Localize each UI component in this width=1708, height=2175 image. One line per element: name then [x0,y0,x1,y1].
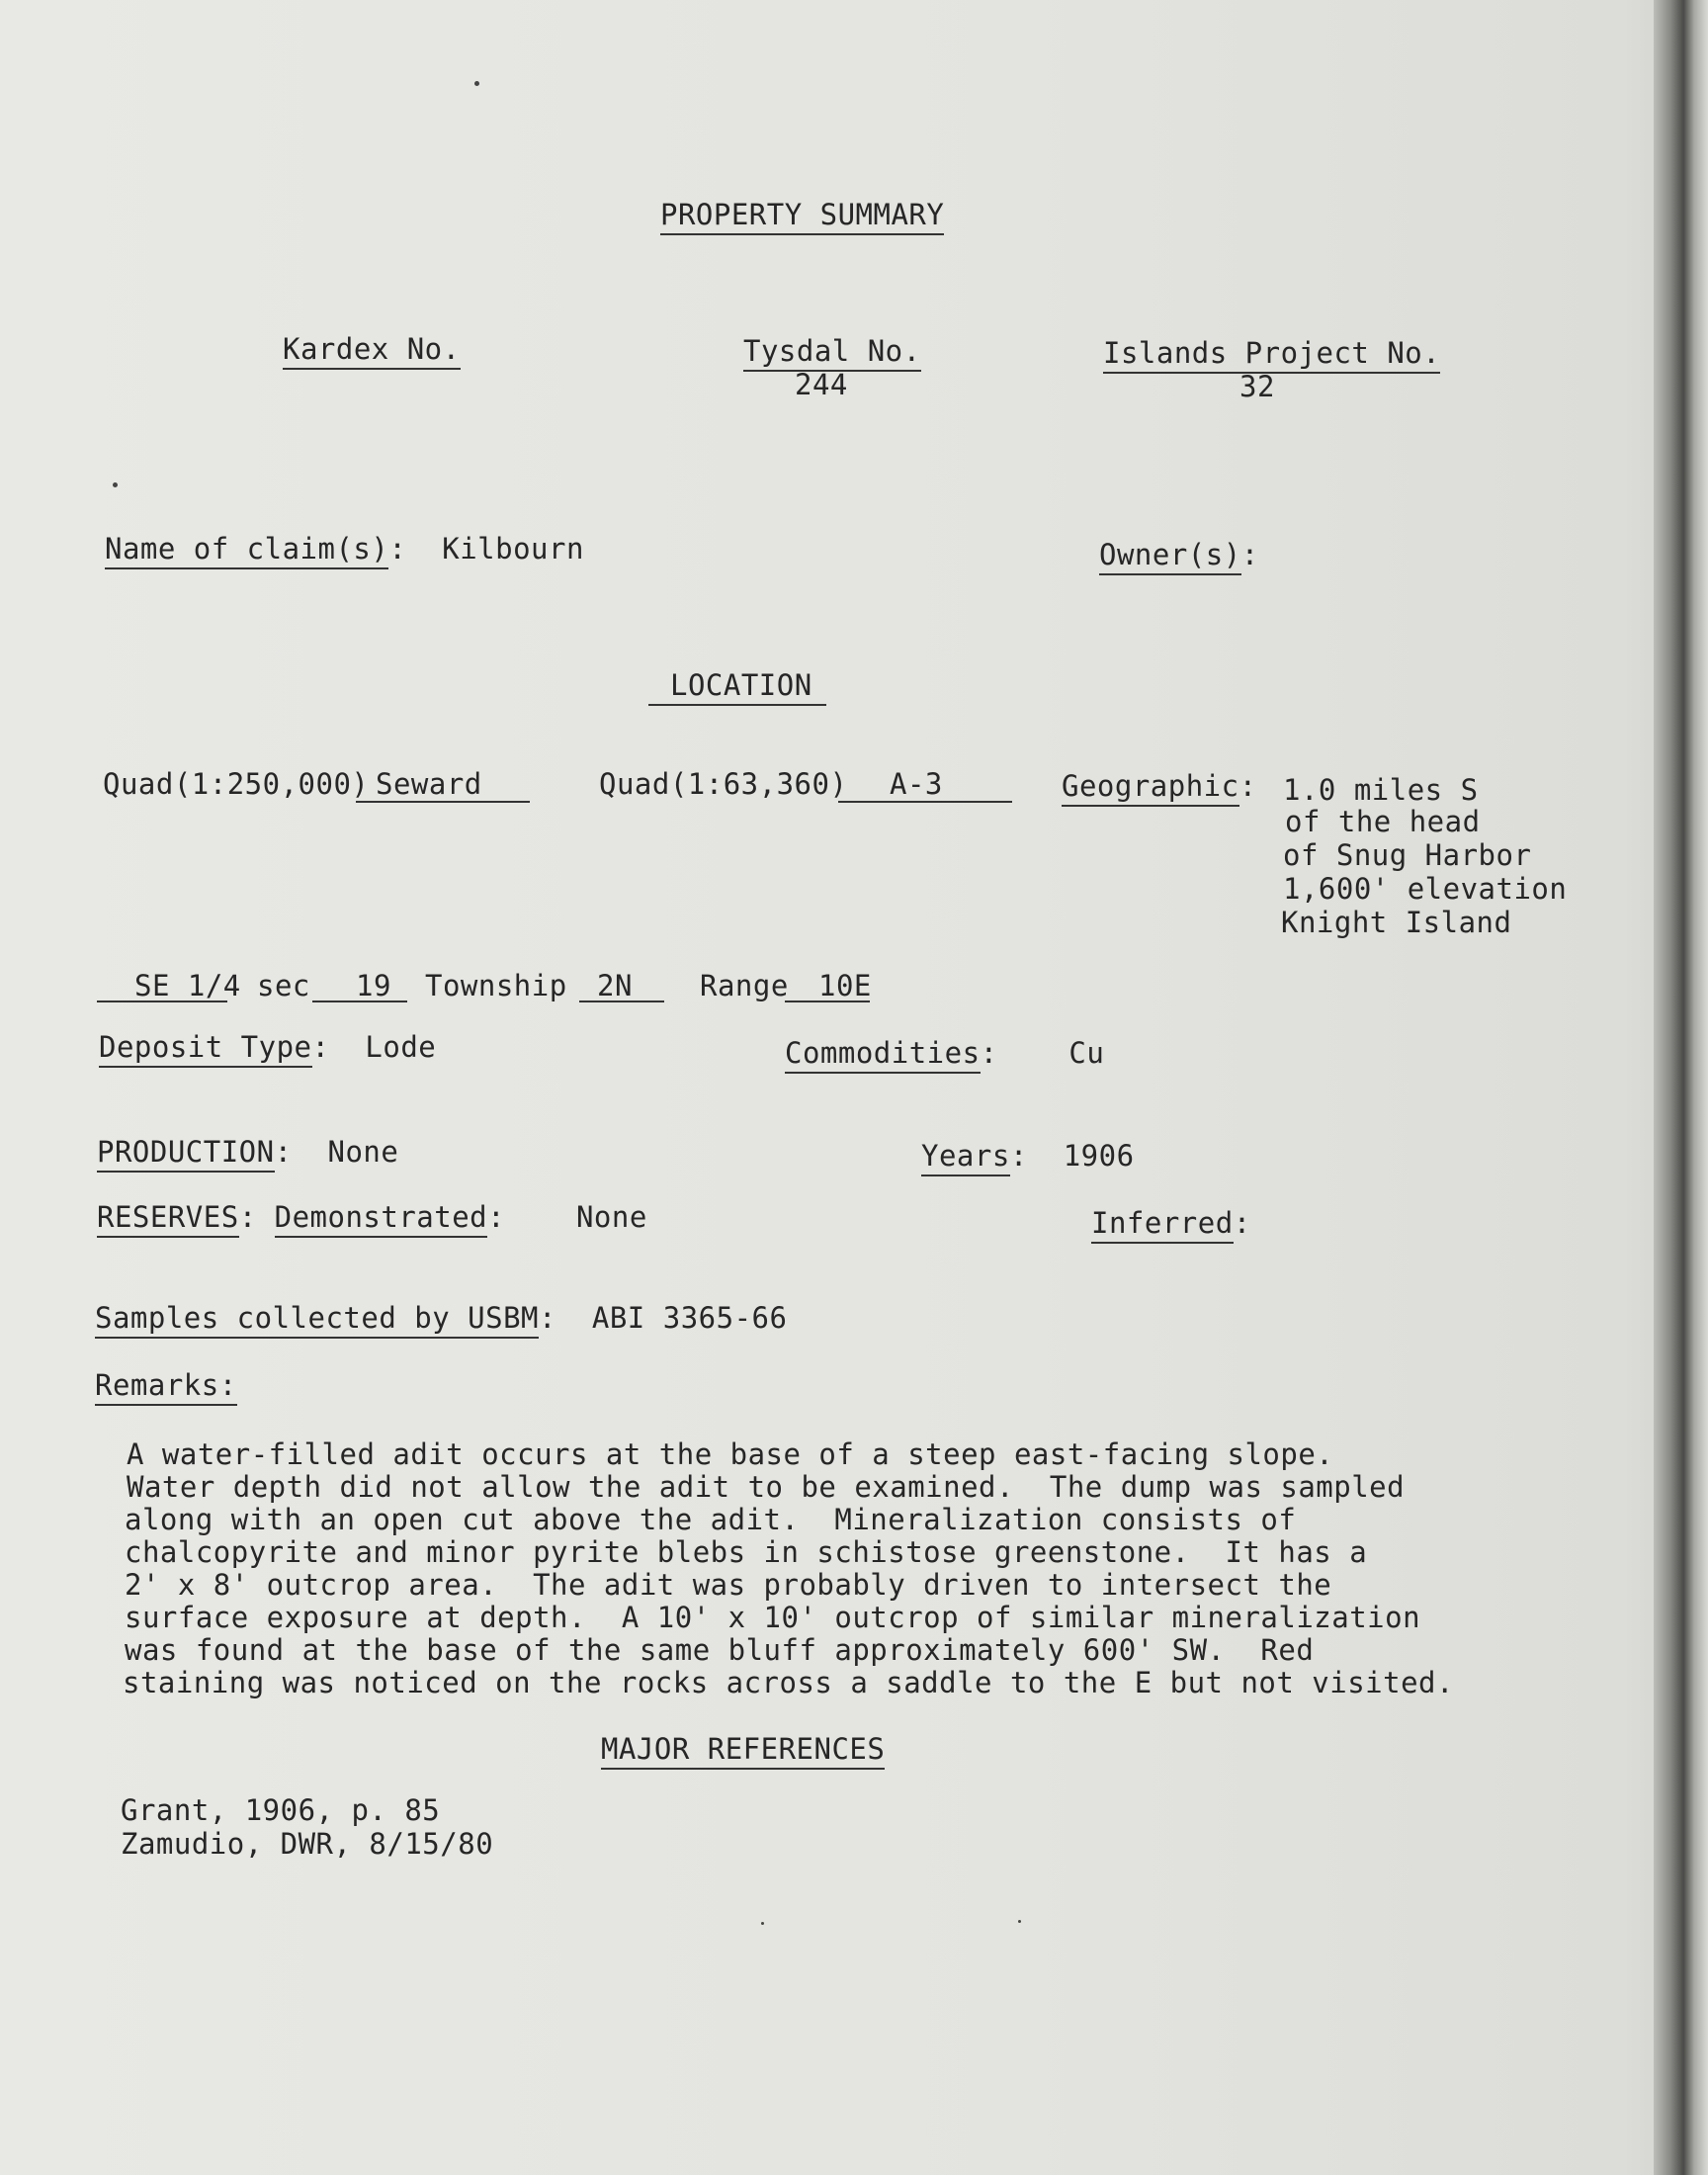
sec-label: sec [257,969,310,1002]
years-label: Years [921,1139,1010,1176]
scan-speck [113,482,118,487]
production-value: None [327,1135,399,1169]
remarks-line-4: chalcopyrite and minor pyrite blebs in schistose greenstone. It has a [125,1535,1368,1569]
geographic-line-5: Knight Island [1281,906,1512,939]
quad63-value: A-3 [890,767,943,801]
commodities-value: Cu [1068,1036,1105,1070]
remarks-line-1: A water-filled adit occurs at the base of a steep east-facing slope. [127,1437,1334,1471]
inferred-label: Inferred [1091,1206,1234,1244]
commodities-label: Commodities [785,1036,981,1074]
scan-speck [1018,1920,1021,1923]
scan-speck [474,81,479,86]
years-row: Years: 1906 [921,1139,1135,1173]
sec-value: 19 [356,969,391,1002]
remarks-line-2: Water depth did not allow the adit to be examined. The dump was sampled [127,1470,1406,1504]
reference-item-2: Zamudio, DWR, 8/15/80 [121,1827,494,1861]
islands-value: 32 [1239,370,1275,403]
scan-speck [761,1922,764,1925]
inferred-row: Inferred: [1091,1206,1269,1240]
quad63-label: Quad(1:63,360) [599,767,848,801]
islands-label: Islands Project No. [1103,336,1440,374]
geographic-line-2: of the head [1285,805,1481,838]
samples-row: Samples collected by USBM: ABI 3365-66 [95,1301,787,1335]
commodities-row: Commodities: Cu [785,1036,1104,1070]
production-row: PRODUCTION: None [97,1135,398,1169]
reference-item-1: Grant, 1906, p. 85 [121,1793,441,1827]
demonstrated-label: Demonstrated [275,1200,488,1238]
township-label: Township [425,969,567,1002]
tysdal-value: 244 [795,368,848,401]
deposit-row: Deposit Type: Lode [99,1030,436,1064]
claim-row: Name of claim(s): Kilbourn [105,532,584,566]
owner-row: Owner(s): [1099,538,1277,571]
range-blank-line [785,1000,870,1002]
geographic-line-4: 1,600' elevation [1283,872,1568,906]
remarks-line-6: surface exposure at depth. A 10' x 10' outcrop of similar mineralization [125,1601,1421,1634]
range-label: Range [700,969,789,1002]
reserves-label: RESERVES [97,1200,239,1238]
geographic-line-3: of Snug Harbor [1283,838,1532,872]
location-heading: LOCATION [670,668,812,702]
remarks-line-3: along with an open cut above the adit. Mineralization consists of [125,1503,1297,1536]
quarter-value: SE 1/4 [134,969,241,1002]
quad250-blank-line [356,801,530,803]
geographic-row: Geographic: [1062,769,1257,803]
reserves-row: RESERVES: Demonstrated: None [97,1200,647,1234]
deposit-value: Lode [365,1030,437,1064]
samples-label: Samples collected by USBM [95,1301,539,1339]
references-heading: MAJOR REFERENCES [601,1732,885,1770]
demonstrated-value: None [575,1200,647,1234]
claim-label: Name of claim(s) [105,532,388,569]
years-value: 1906 [1063,1139,1135,1173]
quarter-blank-line [97,1000,227,1002]
production-label: PRODUCTION [97,1135,275,1173]
owner-label: Owner(s) [1099,538,1241,575]
remarks-line-7: was found at the base of the same bluff approximately 600' SW. Red [125,1633,1315,1667]
township-value: 2N [597,969,633,1002]
page-title: PROPERTY SUMMARY [660,198,944,235]
kardex-label: Kardex No. [283,332,461,370]
geographic-line-1: 1.0 miles S [1283,773,1479,807]
geographic-label: Geographic [1062,769,1239,807]
range-value: 10E [818,969,872,1002]
tysdal-label: Tysdal No. [743,334,921,372]
remarks-line-8: staining was noticed on the rocks across a saddle to the E but not visited. [123,1666,1454,1699]
quad63-blank-line [838,801,1012,803]
remarks-line-5: 2' x 8' outcrop area. The adit was probably driven to intersect the [125,1568,1332,1602]
samples-value: ABI 3365-66 [591,1301,788,1335]
page-edge-shadow [1654,0,1708,2175]
deposit-label: Deposit Type [99,1030,312,1068]
location-heading-underline [648,704,826,706]
quad250-value: Seward [376,767,482,801]
claim-value: Kilbourn [442,532,584,566]
remarks-label: Remarks: [95,1368,237,1406]
sec-blank-line [312,1000,407,1002]
township-blank-line [579,1000,664,1002]
quad250-label: Quad(1:250,000) [103,767,370,801]
